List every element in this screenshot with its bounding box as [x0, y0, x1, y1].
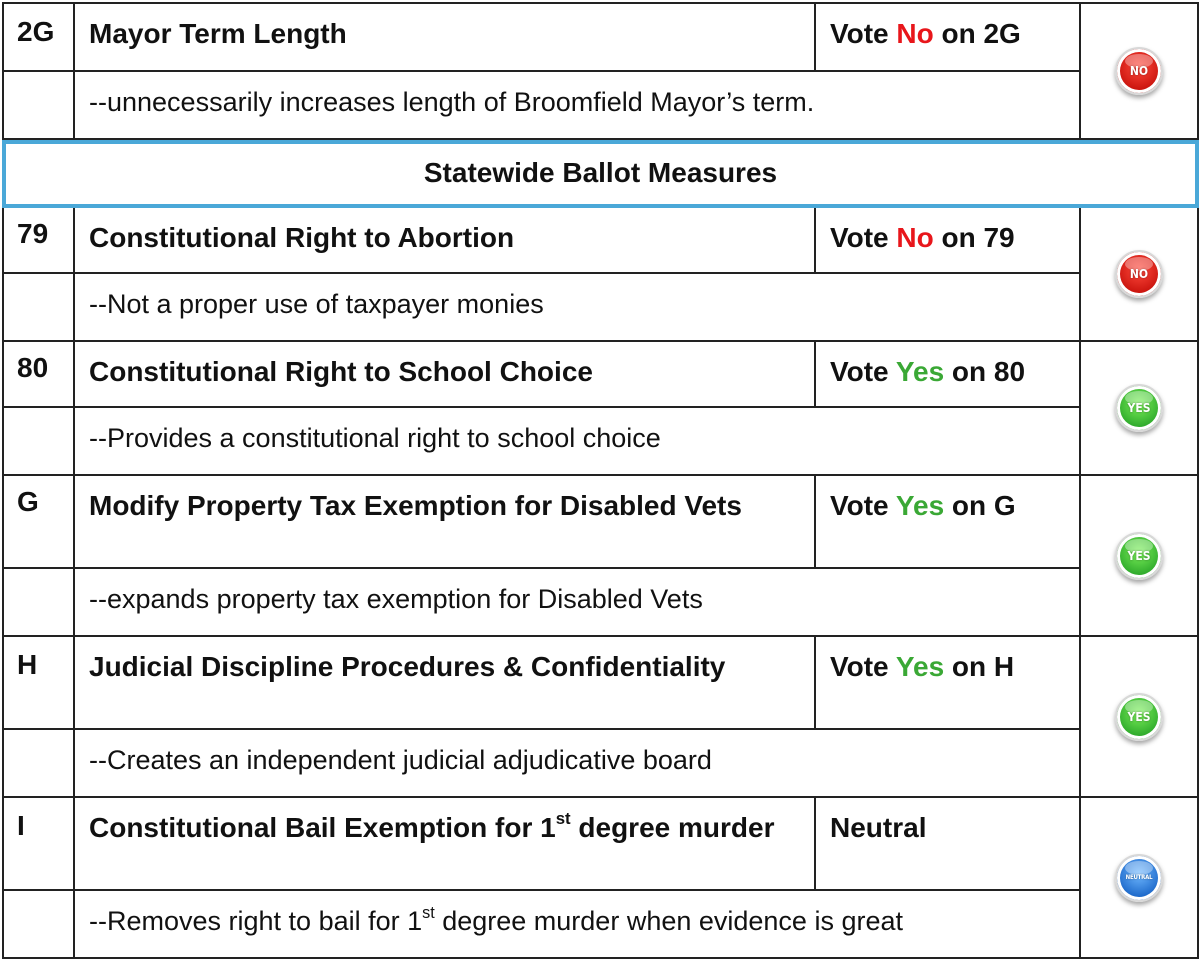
- measure-vote: Vote No on 2G: [816, 4, 1081, 72]
- measure-description: --Provides a constitutional right to school choice: [75, 408, 1081, 474]
- badge-cell: [1081, 798, 1197, 957]
- measure-id: H: [17, 649, 38, 680]
- measure-description: --Removes right to bail for 1st degree murder when evidence is great: [75, 891, 1081, 957]
- yes-badge-icon: YES: [1115, 693, 1163, 741]
- measure-id: 80: [17, 352, 49, 383]
- measure-id-cell: [4, 342, 75, 474]
- measure-vote: Vote Yes on G: [816, 476, 1081, 569]
- section-header-statewide: Statewide Ballot Measures: [2, 140, 1199, 208]
- measure-id-cell: [4, 798, 75, 957]
- measure-id-cell: [4, 208, 75, 340]
- measure-title: Constitutional Right to Abortion: [75, 208, 816, 274]
- measure-title: Modify Property Tax Exemption for Disabled Vets: [75, 476, 816, 569]
- badge-cell: [1081, 476, 1197, 635]
- measure-description: --expands property tax exemption for Disabled Vets: [75, 569, 1081, 635]
- measure-vote: Vote Yes on H: [816, 637, 1081, 730]
- yes-badge-icon: YES: [1115, 532, 1163, 580]
- measure-row-i: [4, 798, 1197, 959]
- measure-vote: Vote Yes on 80: [816, 342, 1081, 408]
- measure-title: Constitutional Bail Exemption for 1st degree murder: [75, 798, 816, 891]
- measure-id-cell: [4, 4, 75, 138]
- vote-yes-word: Yes: [895, 490, 945, 521]
- measure-title: Mayor Term Length: [75, 4, 816, 72]
- measure-id: G: [17, 486, 39, 517]
- badge-cell: [1081, 342, 1197, 474]
- vote-yes-word: Yes: [895, 651, 945, 682]
- ballot-measures-table: [2, 2, 1199, 959]
- measure-row-80: [4, 342, 1197, 476]
- measure-title: Judicial Discipline Procedures & Confidentiality: [75, 637, 816, 730]
- yes-badge-icon: YES: [1115, 384, 1163, 432]
- measure-title: Constitutional Right to School Choice: [75, 342, 816, 408]
- measure-row-2g: [4, 4, 1197, 140]
- measure-vote: Vote No on 79: [816, 208, 1081, 274]
- badge-cell: [1081, 208, 1197, 340]
- measure-row-79: [4, 208, 1197, 342]
- measure-row-h: [4, 637, 1197, 798]
- measure-id-cell: [4, 637, 75, 796]
- badge-cell: [1081, 637, 1197, 796]
- measure-id: I: [17, 810, 25, 841]
- no-badge-icon: NO: [1115, 47, 1163, 95]
- no-badge-icon: NO: [1115, 250, 1163, 298]
- measure-id: 2G: [17, 16, 55, 47]
- vote-no-word: No: [896, 18, 934, 49]
- measure-description: --Creates an independent judicial adjudicative board: [75, 730, 1081, 796]
- vote-yes-word: Yes: [895, 356, 945, 387]
- badge-cell: [1081, 4, 1197, 138]
- vote-no-word: No: [896, 222, 934, 253]
- measure-description: --unnecessarily increases length of Broomfield Mayor’s term.: [75, 72, 1081, 138]
- measure-description: --Not a proper use of taxpayer monies: [75, 274, 1081, 340]
- measure-id-cell: [4, 476, 75, 635]
- measure-vote: Neutral: [816, 798, 1081, 891]
- neutral-badge-icon: NEUTRAL: [1115, 854, 1163, 902]
- measure-id: 79: [17, 218, 49, 249]
- measure-row-g: [4, 476, 1197, 637]
